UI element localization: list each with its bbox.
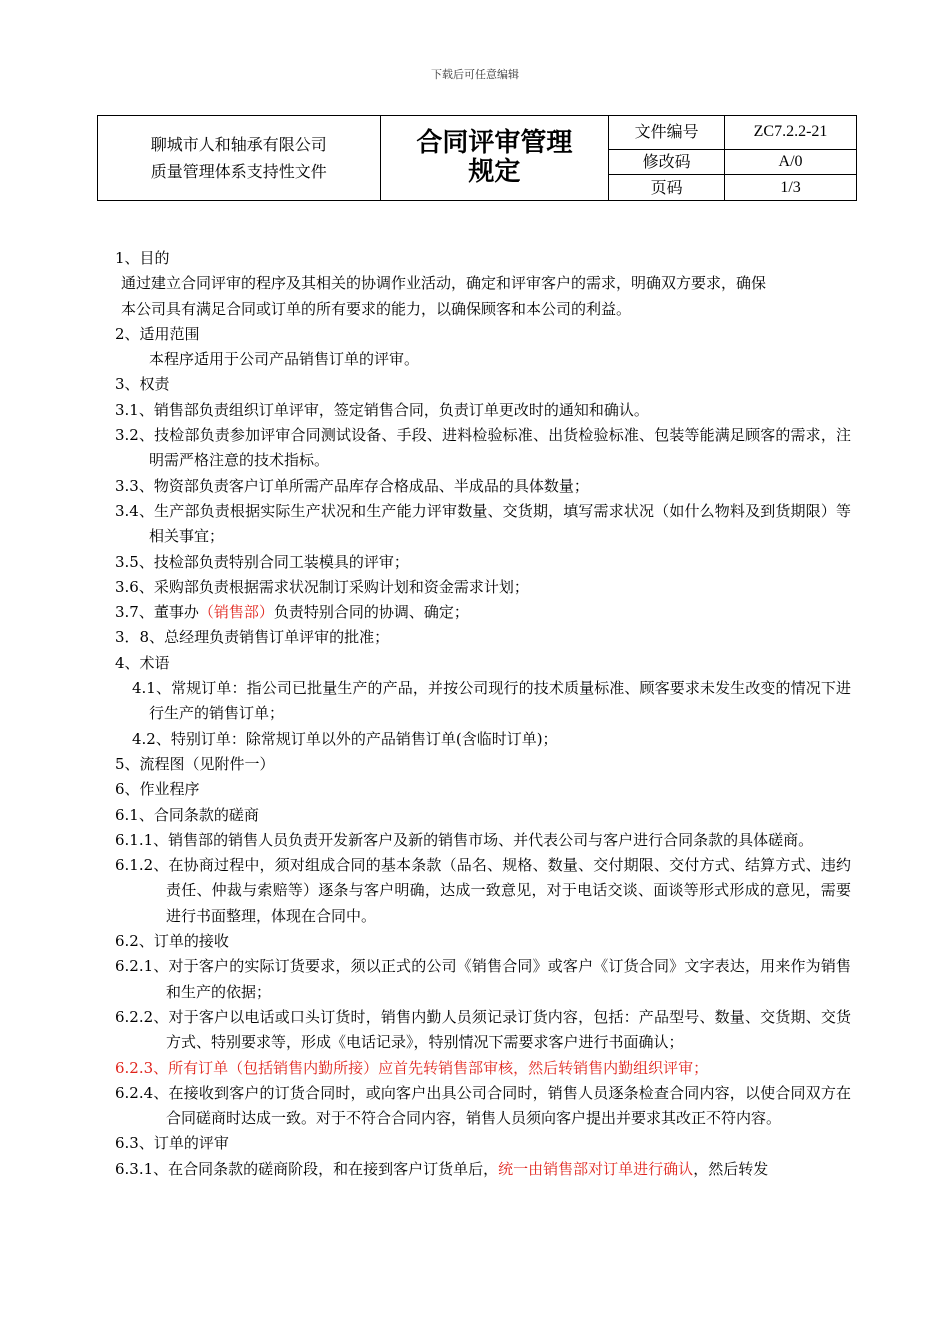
section-heading: 5、流程图（见附件一） (115, 754, 275, 773)
list-item: 4.2、特别订单：除常规订单以外的产品销售订单(含临时订单)； (132, 729, 558, 748)
subsection-heading: 6.3、订单的评审 (115, 1134, 229, 1153)
list-item: 3.1、销售部负责组织订单评审，签定销售合同，负责订单更改时的通知和确认。 (115, 400, 649, 419)
revision-label: 修改码 (609, 149, 725, 175)
list-item: 3.5、技检部负责特别合同工装模具的评审； (115, 552, 409, 571)
section-heading: 4、术语 (115, 653, 170, 672)
paragraph: 本程序适用于公司产品销售订单的评审。 (149, 350, 420, 369)
list-item: 6.2.1、对于客户的实际订货要求，须以正式的公司《销售合同》或客户《订货合同》文字表达，用来作为销售和生产的依据； (115, 957, 851, 1001)
list-item (115, 600, 851, 625)
document-header-table (97, 115, 857, 201)
paragraph: 通过建立合同评审的程序及其相关的协调作业活动，确定和评审客户的需求，明确双方要求，确保 (121, 274, 767, 293)
list-item (115, 1157, 851, 1182)
section-heading: 1、目的 (115, 249, 170, 267)
watermark-text: 下载后可任意编辑 (431, 68, 519, 81)
company-name: 聊城市人和轴承有限公司 (150, 135, 327, 154)
list-item: 3.2、技检部负责参加评审合同测试设备、手段、进料检验标准、出货检验标准、包装等能满足顾客的需求，注明需严格注意的技术指标。 (115, 426, 851, 470)
document-category: 质量管理体系支持性文件 (150, 162, 327, 181)
company-cell (98, 116, 381, 201)
subsection-heading: 6.1、合同条款的磋商 (115, 805, 259, 824)
section-heading: 3、权责 (115, 375, 170, 394)
title-line-2: 规定 (468, 157, 521, 187)
subsection-heading: 6.2、订单的接收 (115, 932, 229, 951)
doc-no-value: ZC7.2.2-21 (725, 116, 857, 150)
list-item: 6.2.4、在接收到客户的订货合同时，或向客户出具公司合同时，销售人员逐条检查合同内容，以使合同双方在合同磋商时达成一致。对于不符合合同内容，销售人员须向客户提出并要求其改正不符内容。 (115, 1083, 851, 1128)
list-item: 6.1.1、销售部的销售人员负责开发新客户及新的销售市场、并代表公司与客户进行合同条款的具体磋商。 (115, 830, 814, 849)
list-item: 3.3、物资部负责客户订单所需产品库存合格成品、半成品的具体数量； (115, 476, 589, 495)
item-prefix: 6.3.1、在合同条款的磋商阶段，和在接到客户订货单后， (115, 1159, 499, 1178)
list-item: 4.1、常规订单：指公司已批量生产的产品，并按公司现行的技术质量标准、顾客要求未发生改变的情况下进行生产的销售订单； (132, 679, 851, 723)
list-item: 6.1.2、在协商过程中，须对组成合同的基本条款（品名、规格、数量、交付期限、交付方式、结算方式、违约责任、仲裁与索赔等）逐条与客户明确，达成一致意见，对于电话交谈、面谈等形式形成的意见，需要进行书面整理，体现在合同中。 (115, 856, 851, 925)
list-item: 3．8、总经理负责销售订单评审的批准； (115, 628, 390, 647)
title-line-1: 合同评审管理 (416, 128, 573, 158)
highlighted-text: （销售部） (198, 603, 274, 622)
section-heading: 2、适用范围 (115, 324, 200, 343)
document-title (380, 116, 609, 201)
highlighted-text: 统一由销售部对订单进行确认 (498, 1159, 694, 1178)
revision-value: A/0 (725, 149, 857, 175)
section-heading: 6、作业程序 (115, 780, 200, 799)
document-body (115, 246, 851, 1182)
list-item: 3.6、采购部负责根据需求状况制订采购计划和资金需求计划； (115, 577, 529, 596)
list-item: 3.4、生产部负责根据实际生产状况和生产能力评审数量、交货期，填写需求状况（如什么物料及到货期限）等相关事宜； (115, 501, 851, 546)
item-suffix: 负责特别合同的协调、确定； (273, 603, 469, 622)
page-value: 1/3 (725, 175, 857, 201)
list-item: 6.2.2、对于客户以电话或口头订货时，销售内勤人员须记录订货内容，包括：产品型号、数量、交货期、交货方式、特别要求等，形成《电话记录》，特别情况下需要求客户进行书面确认； (115, 1007, 851, 1052)
item-suffix: ，然后转发 (693, 1159, 769, 1178)
item-prefix: 3.7、董事办 (115, 603, 199, 622)
page-label: 页码 (609, 175, 725, 201)
paragraph: 本公司具有满足合同或订单的所有要求的能力，以确保顾客和本公司的利益。 (121, 299, 632, 318)
list-item-highlighted: 6.2.3、所有订单（包括销售内勤所接）应首先转销售部审核，然后转销售内勤组织评审； (115, 1058, 709, 1077)
doc-no-label: 文件编号 (609, 116, 725, 150)
